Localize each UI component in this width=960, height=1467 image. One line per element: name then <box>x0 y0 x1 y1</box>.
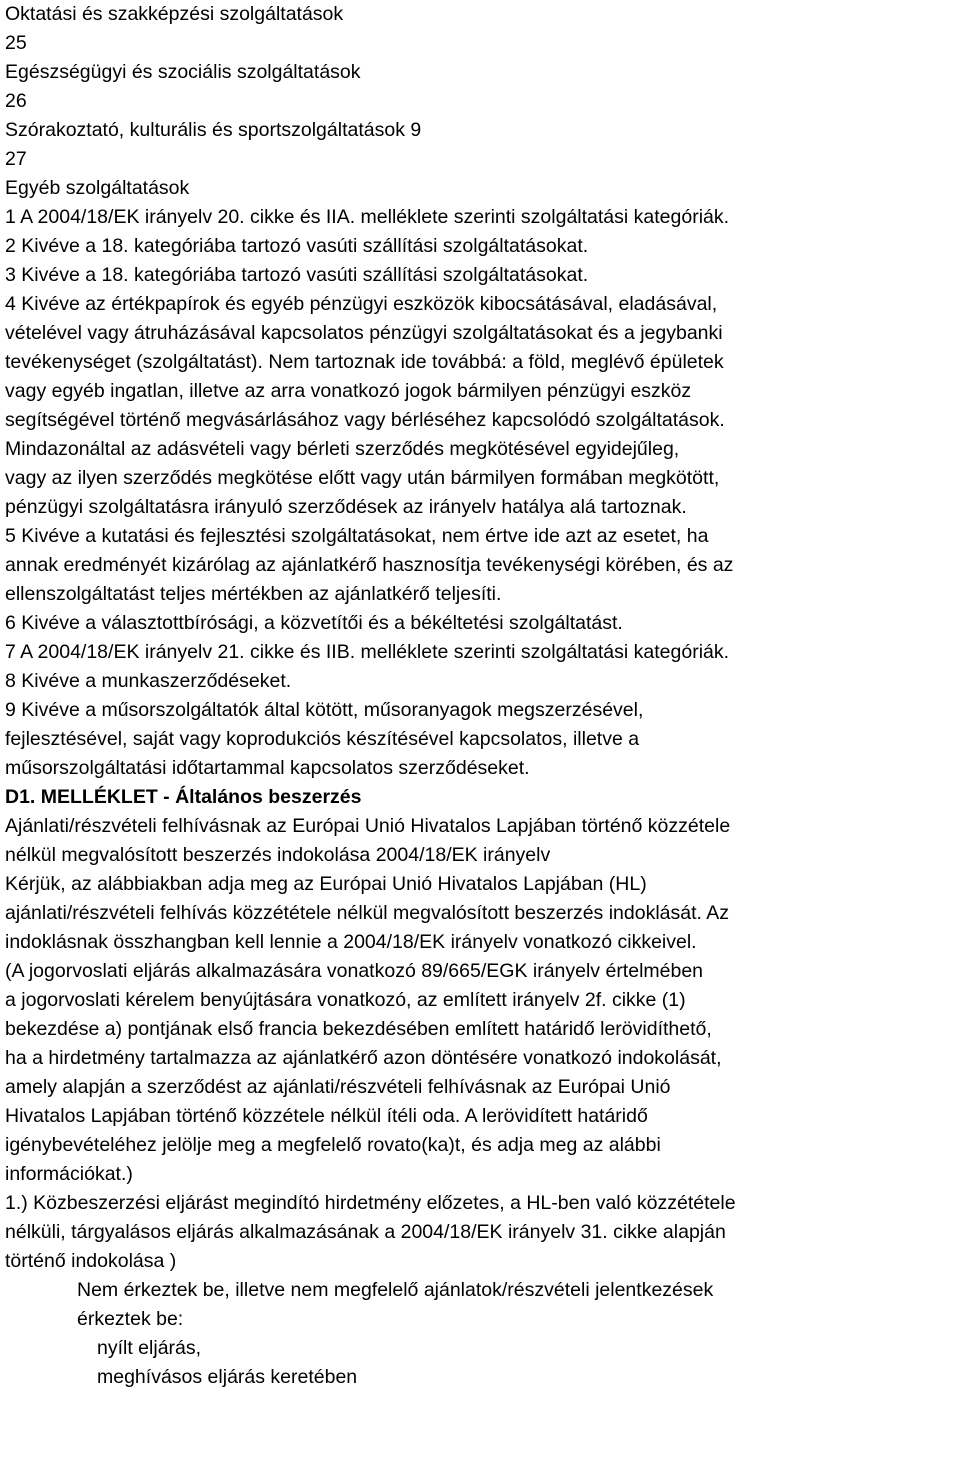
body-line: a jogorvoslati kérelem benyújtására vonatkozó, az említett irányelv 2f. cikke (1) <box>5 989 686 1011</box>
body-line: információkat.) <box>5 1163 133 1185</box>
body-line: ha a hirdetmény tartalmazza az ajánlatkérő azon döntésére vonatkozó indokolását, <box>5 1047 722 1069</box>
footnote-line: fejlesztésével, saját vagy koprodukciós készítésével kapcsolatos, illetve a <box>5 728 640 750</box>
document-page <box>5 0 957 1392</box>
footnote-line: vagy egyéb ingatlan, illetve az arra vonatkozó jogok bármilyen pénzügyi eszköz <box>5 380 692 402</box>
body-line: nélkül megvalósított beszerzés indokolása 2004/18/EK irányelv <box>5 844 551 866</box>
footnote-line: 9 Kivéve a műsorszolgáltatók által kötött, műsoranyagok megszerzésével, <box>5 699 644 721</box>
text-line: Szórakoztató, kulturális és sportszolgáltatások 9 <box>5 119 422 141</box>
footnote-line: 4 Kivéve az értékpapírok és egyéb pénzügyi eszközök kibocsátásával, eladásával, <box>5 293 718 315</box>
body-line: Kérjük, az alábbiakban adja meg az Európai Unió Hivatalos Lapjában (HL) <box>5 873 647 895</box>
footnote-line: 3 Kivéve a 18. kategóriába tartozó vasúti szállítási szolgáltatásokat. <box>5 264 589 286</box>
body-line: Ajánlati/részvételi felhívásnak az Európai Unió Hivatalos Lapjában történő közzétele <box>5 815 731 837</box>
footnote-line: 5 Kivéve a kutatási és fejlesztési szolgáltatásokat, nem értve ide azt az esetet, ha <box>5 525 709 547</box>
text-line: 27 <box>5 148 27 170</box>
footnote-line: 2 Kivéve a 18. kategóriába tartozó vasúti szállítási szolgáltatásokat. <box>5 235 589 257</box>
body-line: 1.) Közbeszerzési eljárást megindító hirdetmény előzetes, a HL-ben való közzététele <box>5 1192 736 1214</box>
text-line: 25 <box>5 32 27 54</box>
body-line: (A jogorvoslati eljárás alkalmazására vonatkozó 89/665/EGK irányelv értelmében <box>5 960 704 982</box>
body-line: indoklásnak összhangban kell lennie a 2004/18/EK irányelv vonatkozó cikkeivel. <box>5 931 697 953</box>
footnote-line: 1 A 2004/18/EK irányelv 20. cikke és IIA. melléklete szerinti szolgáltatási kategóriák. <box>5 206 730 228</box>
footnote-line: ellenszolgáltatást teljes mértékben az ajánlatkérő teljesíti. <box>5 583 502 605</box>
footnote-line: 7 A 2004/18/EK irányelv 21. cikke és IIB. melléklete szerinti szolgáltatási kategóriák. <box>5 641 730 663</box>
footnote-line: tevékenységet (szolgáltatást). Nem tartoznak ide továbbá: a föld, meglévő épületek <box>5 351 724 373</box>
text-line: Oktatási és szakképzési szolgáltatások <box>5 3 344 25</box>
option-line: érkeztek be: <box>77 1308 184 1330</box>
footnote-line: Mindazonáltal az adásvételi vagy bérleti szerződés megkötésével egyidejűleg, <box>5 438 680 460</box>
footnote-line: segítségével történő megvásárlásához vagy bérléséhez kapcsolódó szolgáltatások. <box>5 409 725 431</box>
body-line: történő indokolása ) <box>5 1250 177 1272</box>
footnote-line: 8 Kivéve a munkaszerződéseket. <box>5 670 292 692</box>
footnote-line: műsorszolgáltatási időtartammal kapcsolatos szerződéseket. <box>5 757 530 779</box>
sub-option-line: meghívásos eljárás keretében <box>97 1366 358 1388</box>
section-heading: D1. MELLÉKLET - Általános beszerzés <box>5 786 362 808</box>
body-line: amely alapján a szerződést az ajánlati/részvételi felhívásnak az Európai Unió <box>5 1076 671 1098</box>
footnote-line: 6 Kivéve a választottbírósági, a közvetítői és a békéltetési szolgáltatást. <box>5 612 623 634</box>
option-line: Nem érkeztek be, illetve nem megfelelő ajánlatok/részvételi jelentkezések <box>77 1279 714 1301</box>
footnote-line: annak eredményét kizárólag az ajánlatkérő hasznosítja tevékenységi körében, és az <box>5 554 734 576</box>
body-line: igénybevételéhez jelölje meg a megfelelő rovato(ka)t, és adja meg az alábbi <box>5 1134 661 1156</box>
text-line: Egészségügyi és szociális szolgáltatások <box>5 61 361 83</box>
body-line: nélküli, tárgyalásos eljárás alkalmazásának a 2004/18/EK irányelv 31. cikke alapján <box>5 1221 726 1243</box>
text-line: 26 <box>5 90 27 112</box>
sub-option-line: nyílt eljárás, <box>97 1337 202 1359</box>
body-line: bekezdése a) pontjának első francia bekezdésében említett határidő lerövidíthető, <box>5 1018 712 1040</box>
footnote-line: vételével vagy átruházásával kapcsolatos pénzügyi szolgáltatásokat és a jegybanki <box>5 322 723 344</box>
footnote-line: pénzügyi szolgáltatásra irányuló szerződések az irányelv hatálya alá tartoznak. <box>5 496 687 518</box>
text-line: Egyéb szolgáltatások <box>5 177 190 199</box>
body-line: Hivatalos Lapjában történő közzétele nélkül ítéli oda. A lerövidített határidő <box>5 1105 648 1127</box>
footnote-line: vagy az ilyen szerződés megkötése előtt vagy után bármilyen formában megkötött, <box>5 467 720 489</box>
body-line: ajánlati/részvételi felhívás közzététele nélkül megvalósított beszerzés indoklását. Az <box>5 902 730 924</box>
